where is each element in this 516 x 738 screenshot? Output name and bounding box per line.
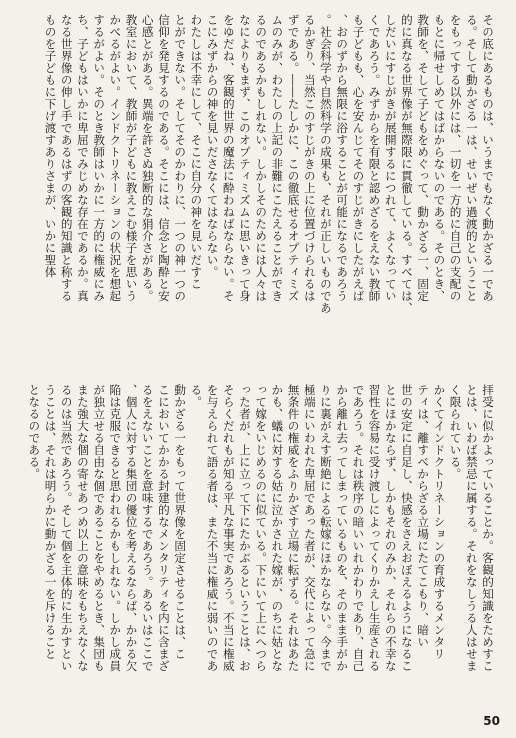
text-column: 習性を容易に受け渡しによってくりかえし生産される: [367, 384, 382, 672]
text-column: 教室において、教師が子どもに教えこむ様子を思いう: [124, 14, 139, 302]
text-column: 世の安定に自足し、快感をさえおぼえるようになるこ: [399, 384, 414, 672]
text-column: わたしは不幸にして、そこに自分の神を見いだすこ: [189, 14, 204, 290]
text-column: るのは当然であろう。そして個を主体的に生かすとい: [59, 384, 74, 672]
text-column: なる世界像の伸し手であるはずの客観的知識と称する: [59, 14, 74, 302]
text-column: りに裏がえす断絶による転嫁にほかならない。今まで: [318, 384, 333, 672]
text-column: しだいにすじがきが展開するにつれて、よくなってい: [383, 14, 398, 302]
text-column: をもってする以外には、一切を一方的に自己の支配の: [448, 14, 463, 302]
text-column: 、おのずから無限に浴することが可能になるであろう: [335, 14, 350, 302]
text-column: こにみずからの神を見いださなくてはならない。: [205, 14, 220, 278]
text-column: ずである。――たしかに、この徹底せるオプティミズ: [286, 14, 301, 302]
text-column: 信仰を発見するのである。そこには、信念と陶酔と安: [156, 14, 171, 302]
upper-text-block: [20, 14, 496, 338]
lower-text-block: [20, 384, 496, 706]
text-column: が独立せる自由な個であることをやめるとき、集団も: [92, 384, 107, 672]
text-column: 無条件の権威をふりかざす立場に転ずる。それはあた: [286, 384, 301, 672]
text-column: 拝受に似かよっていることか。客観的知識をためすこ: [481, 384, 495, 672]
text-column: となるのである。: [27, 384, 42, 480]
text-column: く限られている。: [448, 384, 463, 480]
text-column: するがよい。そのとき教師はいかに一方的に権威にみ: [92, 14, 107, 302]
text-column: るかぎり、当然このすじがきの上に位置づけられるは: [302, 14, 317, 302]
text-column: こにおいてかかる封建的なメンタリティを内に含まざ: [156, 384, 171, 672]
text-column: なによりもまず、このオプティミズムに思いきって身: [237, 14, 252, 302]
text-column: 陥は克服できると思われるかもしれない。しかし成員: [108, 384, 123, 672]
text-column: とができない。そしてそのかわりに、一つの神一つの: [173, 14, 188, 302]
text-column: ムのみが、わたしの上記の非難にこたえることができ: [270, 14, 285, 302]
text-column: 心感とがある。異端を許さぬ独断的な狷介さがある。: [140, 14, 155, 302]
text-column: ち、子どもはいかに卑屈でみじめな存在であるか。真: [75, 14, 90, 302]
text-column: るのであるかもしれない。しかしそのためには人々は: [254, 14, 269, 302]
text-column: そらくだれもが知る平凡な事実であろう。不当に権威: [221, 384, 236, 672]
text-column: うことは、それは明らかに動かざる一を斥けること: [43, 384, 58, 660]
text-column: であろう。それは秩序の暗いいれかわりであり、自己: [351, 384, 366, 672]
text-column: 教師を、そして子どもをめぐって、動かざる一、固定: [416, 14, 431, 302]
text-column: をゆだね、客観的世界の魔法に酔わねばならない。そ: [221, 14, 236, 302]
text-column: その底にあるものは、いうまでもなく動かざる一であ: [481, 14, 495, 302]
text-column: ティは、離すべからざる立場にたてこもり、暗い: [416, 384, 431, 648]
text-column: 的に真なる世界像が無際限に貫徹している。すべては、: [399, 14, 414, 314]
text-column: を与えられて語る者は、また不当に権威に弱いのであ: [205, 384, 220, 672]
text-column: とは、いわば禁忌に属する。それをなしうる人はせま: [464, 384, 479, 672]
text-column: る。: [189, 384, 204, 408]
text-column: もとに帰せしめてはばからないのである。そのとき、: [432, 14, 447, 302]
text-column: くであろう。みずからを有限と認めざるをえない教師: [367, 14, 382, 302]
text-column: った者が、上に立って下にたかぶるということは、お: [237, 384, 252, 672]
page-number: 50: [483, 714, 500, 728]
text-column: 極端にいわれた卑屈であった者が、交代によって急に: [302, 384, 317, 672]
text-column: ものを子どもに下げ渡すありさまが、いかに聖体: [43, 14, 58, 278]
text-column: も子どもも、心を安んじてそのすじがきにしたがえば: [351, 14, 366, 302]
text-column: 、個人に対する集団の優位を考えるならば、かかる欠: [124, 384, 139, 672]
text-column: 。社会科学や自然科学の成果も、それが正しいものであ: [318, 14, 333, 314]
text-column: とにほかならず、しかもそれのみか、それらの不幸な: [383, 384, 398, 672]
text-column: 動かざる一をもって世界像を固定させることは、こ: [173, 384, 188, 660]
text-column: る。そして動かざる一は、せいぜい過渡的ということ: [464, 14, 479, 302]
text-column: かべるがよい。インドクトリネーションの状況を想起: [108, 14, 123, 302]
text-column: かも、蟻に対する姑に泣かされた嫁が、のちに姑とな: [270, 384, 285, 672]
text-column: って嫁をいじめるのに似ている。下にいて上にへつら: [254, 384, 269, 672]
text-column: るをえないことを意味するであろう。あるいはここで: [140, 384, 155, 672]
text-column: また強大な個の寄せあつめ以上の意味をもちえなくな: [75, 384, 90, 672]
text-column: から離れ去ってしまっているものを、そのまま手がか: [335, 384, 350, 672]
text-column: かくてインドクトリネーションの育成するメンタリ: [432, 384, 447, 660]
